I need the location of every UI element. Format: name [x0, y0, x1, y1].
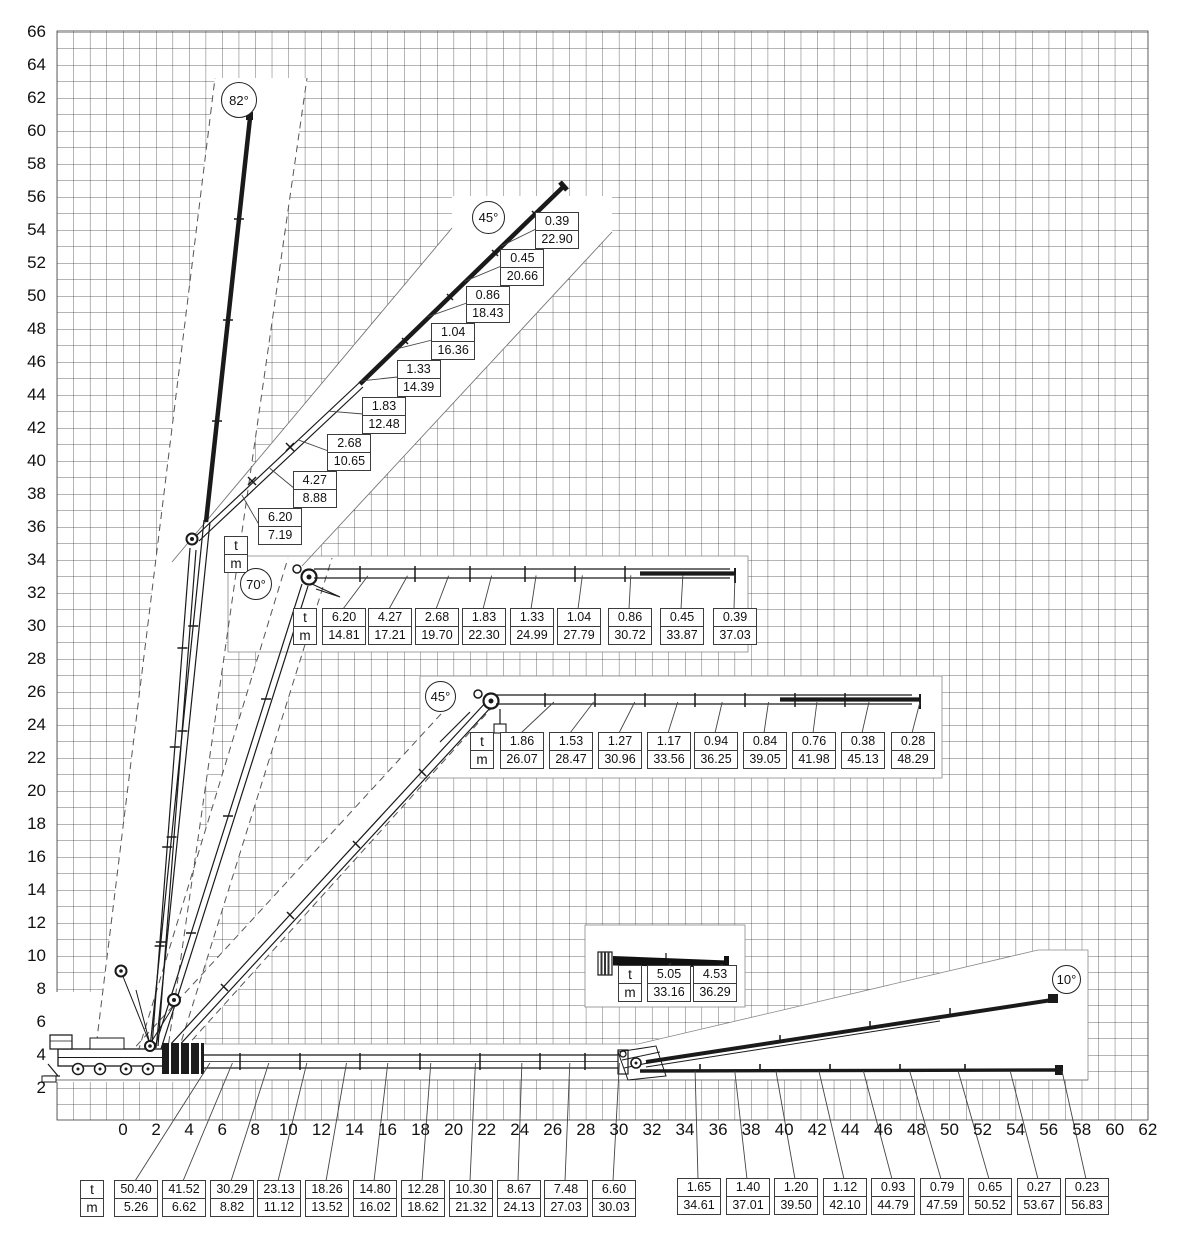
callout-box — [598, 732, 642, 769]
callout-box — [1065, 1178, 1109, 1215]
radius-value: 33.16 — [648, 983, 690, 1001]
y-axis-tick: 30 — [27, 616, 46, 635]
y-axis-tick: 12 — [27, 913, 46, 932]
callout-box — [415, 608, 459, 645]
y-axis-tick: 22 — [27, 748, 46, 767]
load-unit-symbol: t — [234, 538, 238, 553]
radius-value: 30.72 — [609, 626, 651, 644]
radius-value: 36.29 — [694, 983, 736, 1001]
callout-box — [497, 1180, 541, 1217]
callout-box — [726, 1178, 770, 1215]
load-value: 6.20 — [331, 610, 357, 624]
radius-value: 33.87 — [661, 626, 703, 644]
radius-value: 26.07 — [501, 750, 543, 768]
y-axis-tick: 14 — [27, 880, 46, 899]
x-axis-tick: 40 — [774, 1120, 794, 1139]
radius-value: 36.25 — [695, 750, 737, 768]
load-value: 6.60 — [601, 1182, 627, 1196]
callout-box — [592, 1180, 636, 1217]
radius-value: 6.62 — [163, 1198, 205, 1216]
load-value: 2.68 — [424, 610, 450, 624]
load-value: 1.40 — [735, 1180, 761, 1194]
callout-box — [353, 1180, 397, 1217]
x-axis-tick: 10 — [278, 1120, 298, 1139]
load-value: 7.48 — [553, 1182, 579, 1196]
y-axis-tick: 2 — [36, 1078, 46, 1097]
radius-value: 37.03 — [714, 626, 756, 644]
callout-box — [210, 1180, 254, 1217]
y-axis-tick: 42 — [27, 418, 46, 437]
x-axis-tick: 6 — [217, 1120, 227, 1139]
radius-value: 53.67 — [1018, 1196, 1060, 1214]
y-axis-tick: 18 — [27, 814, 46, 833]
radius-value: 22.30 — [463, 626, 505, 644]
load-value: 0.84 — [752, 734, 778, 748]
callout-box — [114, 1180, 158, 1217]
callout-box — [257, 1180, 301, 1217]
radius-unit-symbol: m — [294, 626, 316, 644]
callout-box — [293, 471, 337, 508]
y-axis-tick: 20 — [27, 781, 46, 800]
callout-box — [449, 1180, 493, 1217]
y-axis-tick: 38 — [27, 484, 46, 503]
radius-unit-symbol: m — [225, 554, 247, 572]
callout-box — [397, 360, 441, 397]
load-unit-symbol: t — [303, 610, 307, 625]
callout-box — [510, 608, 554, 645]
x-axis-tick: 30 — [609, 1120, 629, 1139]
x-axis-tick: 48 — [906, 1120, 926, 1139]
callout-box — [466, 286, 510, 323]
callout-box — [431, 323, 475, 360]
radius-value: 42.10 — [824, 1196, 866, 1214]
radius-value: 12.48 — [363, 415, 405, 433]
callout-box — [401, 1180, 445, 1217]
y-axis-tick: 36 — [27, 517, 46, 536]
load-value: 0.39 — [722, 610, 748, 624]
x-axis-tick: 38 — [741, 1120, 761, 1139]
x-axis-tick: 16 — [378, 1120, 397, 1139]
radius-value: 5.26 — [115, 1198, 157, 1216]
y-axis-tick: 26 — [27, 682, 46, 701]
radius-value: 56.83 — [1066, 1196, 1108, 1214]
load-value: 1.83 — [371, 399, 397, 413]
radius-value: 17.21 — [369, 626, 411, 644]
callout-box — [305, 1180, 349, 1217]
load-value: 4.27 — [377, 610, 403, 624]
callout-box — [1017, 1178, 1061, 1215]
angle-text: 82° — [229, 92, 249, 108]
x-axis-tick: 34 — [675, 1120, 695, 1139]
radius-value: 7.19 — [259, 526, 301, 544]
y-axis-tick: 60 — [27, 121, 46, 140]
angle-text: 45° — [478, 210, 499, 225]
radius-value: 20.66 — [501, 267, 543, 285]
callout-box — [368, 608, 412, 645]
x-axis-tick: 54 — [1006, 1120, 1026, 1139]
radius-value: 39.05 — [744, 750, 786, 768]
radius-value: 47.59 — [921, 1196, 963, 1214]
angle-label-45-upper — [472, 201, 505, 234]
load-value: 0.45 — [669, 610, 695, 624]
units-header-box — [293, 608, 317, 645]
load-value: 1.20 — [783, 1180, 809, 1194]
callout-box — [693, 965, 737, 1002]
units-header-box — [80, 1180, 104, 1217]
x-axis-tick: 28 — [576, 1120, 596, 1139]
radius-unit-symbol: m — [471, 750, 493, 768]
x-axis-tick: 46 — [873, 1120, 893, 1139]
load-value: 1.33 — [519, 610, 545, 624]
radius-value: 28.47 — [550, 750, 592, 768]
y-axis-tick: 24 — [27, 715, 46, 734]
load-value: 0.93 — [880, 1180, 906, 1194]
radius-value: 27.79 — [558, 626, 600, 644]
angle-label-70 — [240, 568, 272, 600]
x-axis-tick: 22 — [477, 1120, 497, 1139]
radius-value: 50.52 — [969, 1196, 1011, 1214]
load-value: 14.80 — [359, 1182, 391, 1196]
callout-box — [647, 732, 691, 769]
load-value: 0.76 — [801, 734, 827, 748]
load-value: 0.27 — [1026, 1180, 1052, 1194]
callout-box — [823, 1178, 867, 1215]
callout-box — [362, 397, 406, 434]
callout-box — [162, 1180, 206, 1217]
radius-value: 11.12 — [258, 1198, 300, 1216]
callout-box — [677, 1178, 721, 1215]
callout-box — [891, 732, 935, 769]
load-value: 0.45 — [510, 251, 535, 265]
callout-box — [557, 608, 601, 645]
radius-value: 18.62 — [402, 1198, 444, 1216]
radius-value: 24.99 — [511, 626, 553, 644]
load-unit-symbol: t — [480, 734, 484, 749]
radius-unit-symbol: m — [619, 983, 641, 1001]
radius-value: 27.03 — [545, 1198, 587, 1216]
x-axis-tick: 44 — [840, 1120, 860, 1139]
y-axis-tick: 6 — [36, 1012, 46, 1031]
x-axis-tick: 18 — [411, 1120, 430, 1139]
load-value: 1.04 — [566, 610, 592, 624]
radius-value: 14.81 — [323, 626, 365, 644]
callout-box — [327, 434, 371, 471]
callout-box — [774, 1178, 818, 1215]
y-axis-tick: 44 — [27, 385, 46, 404]
radius-unit-symbol: m — [81, 1198, 103, 1216]
units-header-box — [224, 536, 248, 573]
load-value: 1.86 — [509, 734, 535, 748]
load-value: 8.67 — [506, 1182, 532, 1196]
load-value: 4.27 — [302, 473, 327, 487]
radius-value: 22.90 — [536, 230, 578, 248]
x-axis-tick: 50 — [940, 1120, 959, 1139]
callout-box — [608, 608, 652, 645]
y-axis-tick: 54 — [27, 220, 46, 239]
x-axis-tick: 26 — [543, 1120, 563, 1139]
x-axis-tick: 62 — [1138, 1120, 1158, 1139]
radius-value: 34.61 — [678, 1196, 720, 1214]
x-axis-tick: 52 — [973, 1120, 993, 1139]
load-value: 1.53 — [558, 734, 584, 748]
x-axis-tick: 0 — [118, 1120, 128, 1139]
radius-value: 8.82 — [211, 1198, 253, 1216]
y-axis-tick: 10 — [27, 946, 46, 965]
y-axis-tick: 34 — [27, 550, 46, 569]
y-axis-tick: 62 — [27, 88, 46, 107]
load-value: 1.65 — [686, 1180, 712, 1194]
radius-value: 39.50 — [775, 1196, 817, 1214]
radius-value: 8.88 — [294, 489, 336, 507]
y-axis-tick: 32 — [27, 583, 46, 602]
y-axis-tick: 66 — [27, 22, 46, 41]
angle-text: 45° — [430, 689, 451, 704]
radius-value: 16.36 — [432, 341, 474, 359]
load-value: 0.39 — [544, 214, 570, 228]
callout-box — [544, 1180, 588, 1217]
x-axis-tick: 60 — [1105, 1120, 1125, 1139]
y-axis-tick: 50 — [27, 286, 46, 305]
radius-value: 41.98 — [793, 750, 835, 768]
y-axis-tick: 40 — [27, 451, 46, 470]
load-unit-symbol: t — [90, 1182, 94, 1197]
load-value: 0.23 — [1074, 1180, 1100, 1194]
load-value: 1.83 — [471, 610, 497, 624]
load-value: 4.53 — [702, 967, 728, 981]
callout-box — [713, 608, 757, 645]
callout-box — [535, 212, 579, 249]
x-axis-tick: 4 — [184, 1120, 194, 1139]
callout-box — [500, 249, 544, 286]
x-axis-tick: 8 — [250, 1120, 260, 1139]
x-axis-tick: 14 — [344, 1120, 364, 1139]
load-value: 0.94 — [703, 734, 729, 748]
units-header-box — [618, 965, 642, 1002]
radius-value: 19.70 — [416, 626, 458, 644]
callout-box — [968, 1178, 1012, 1215]
load-value: 41.52 — [168, 1182, 200, 1196]
callout-box — [920, 1178, 964, 1215]
y-axis-tick: 52 — [27, 253, 46, 272]
callout-box — [743, 732, 787, 769]
callout-box — [322, 608, 366, 645]
load-value: 2.68 — [337, 436, 362, 450]
radius-value: 33.56 — [648, 750, 690, 768]
x-axis-tick: 2 — [151, 1120, 161, 1139]
load-value: 1.33 — [406, 362, 431, 376]
callout-box — [549, 732, 593, 769]
angle-text: 70° — [246, 576, 266, 592]
load-value: 1.17 — [656, 734, 682, 748]
radius-value: 16.02 — [354, 1198, 396, 1216]
load-unit-symbol: t — [628, 967, 632, 982]
y-axis-tick: 64 — [27, 55, 46, 74]
y-axis-tick: 28 — [27, 649, 46, 668]
load-value: 10.30 — [455, 1182, 487, 1196]
load-value: 0.79 — [929, 1180, 955, 1194]
callout-box — [660, 608, 704, 645]
load-value: 30.29 — [216, 1182, 248, 1196]
y-axis-tick: 16 — [27, 847, 46, 866]
callout-box — [500, 732, 544, 769]
radius-value: 30.03 — [593, 1198, 635, 1216]
load-value: 18.26 — [311, 1182, 343, 1196]
x-axis-tick: 32 — [642, 1120, 662, 1139]
callout-box — [694, 732, 738, 769]
callout-box — [258, 508, 302, 545]
angle-text: 10° — [1056, 972, 1077, 987]
load-value: 0.86 — [617, 610, 643, 624]
radius-value: 13.52 — [306, 1198, 348, 1216]
load-value: 0.86 — [475, 288, 500, 302]
radius-value: 45.13 — [842, 750, 884, 768]
load-value: 6.20 — [268, 510, 293, 524]
angle-label-10 — [1052, 965, 1081, 994]
load-value: 50.40 — [120, 1182, 152, 1196]
radius-value: 30.96 — [599, 750, 641, 768]
radius-value: 24.13 — [498, 1198, 540, 1216]
callout-box — [792, 732, 836, 769]
load-value: 12.28 — [407, 1182, 439, 1196]
radius-value: 18.43 — [467, 304, 509, 322]
y-axis-tick: 58 — [27, 154, 46, 173]
callout-box — [871, 1178, 915, 1215]
callout-box — [647, 965, 691, 1002]
radius-value: 21.32 — [450, 1198, 492, 1216]
load-value: 0.65 — [977, 1180, 1003, 1194]
y-axis-tick: 4 — [36, 1045, 46, 1064]
callout-box — [462, 608, 506, 645]
radius-value: 48.29 — [892, 750, 934, 768]
radius-value: 10.65 — [328, 452, 370, 470]
load-value: 23.13 — [263, 1182, 295, 1196]
x-axis-tick: 36 — [708, 1120, 728, 1139]
y-axis-tick: 48 — [27, 319, 46, 338]
load-value: 1.04 — [441, 325, 466, 339]
load-value: 0.38 — [850, 734, 876, 748]
load-value: 1.12 — [832, 1180, 858, 1194]
x-axis-tick: 56 — [1039, 1120, 1059, 1139]
callout-box — [841, 732, 885, 769]
radius-value: 14.39 — [398, 378, 440, 396]
load-value: 5.05 — [656, 967, 682, 981]
y-axis-tick: 56 — [27, 187, 46, 206]
x-axis-tick: 42 — [807, 1120, 827, 1139]
x-axis-tick: 24 — [510, 1120, 530, 1139]
radius-value: 37.01 — [727, 1196, 769, 1214]
radius-value: 44.79 — [872, 1196, 914, 1214]
units-header-box — [470, 732, 494, 769]
angle-label-82 — [221, 82, 257, 118]
load-value: 1.27 — [607, 734, 633, 748]
x-axis-tick: 58 — [1072, 1120, 1092, 1139]
y-axis-tick: 8 — [36, 979, 46, 998]
load-value: 0.28 — [900, 734, 926, 748]
x-axis-tick: 20 — [444, 1120, 464, 1139]
y-axis-tick: 46 — [27, 352, 46, 371]
angle-label-45-mid — [425, 681, 456, 712]
x-axis-tick: 12 — [311, 1120, 331, 1139]
